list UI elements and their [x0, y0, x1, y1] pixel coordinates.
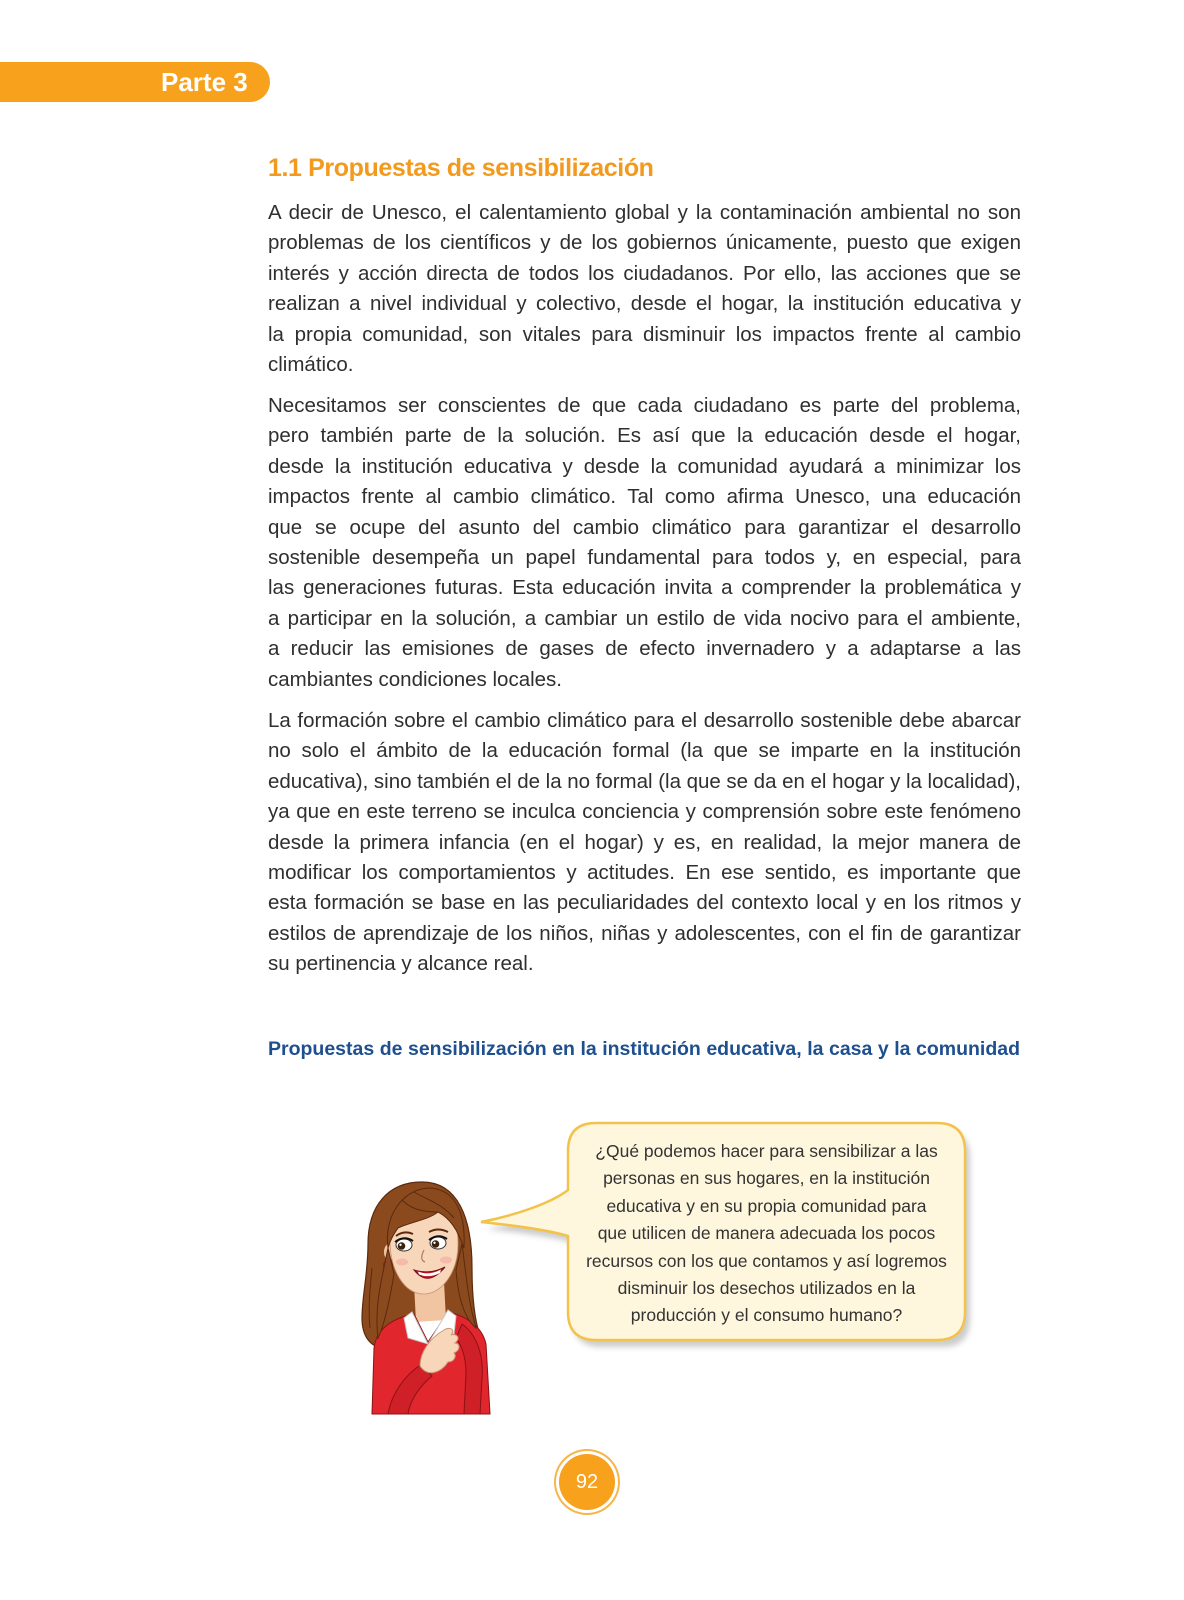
section-tab	[0, 62, 270, 102]
paragraph-line: esta formación se base en las peculiaridades del contexto local y en los ritmos y	[268, 891, 1021, 915]
paragraph-line: a participar en la solución, a cambiar un estilo de vida nocivo para el ambiente,	[268, 606, 1021, 630]
paragraph-line: a reducir las emisiones de gases de efecto invernadero y a adaptarse a las	[268, 637, 1021, 661]
paragraph-line: Necesitamos ser conscientes de que cada ciudadano es parte del problema,	[268, 394, 1021, 417]
paragraph-line: interés y acción directa de todos los ciudadanos. Por ello, las acciones que se	[268, 261, 1021, 285]
speech-bubble-line: disminuir los desechos utilizados en la	[617, 1278, 916, 1299]
speech-bubble-text	[568, 1138, 965, 1330]
paragraph-line: la propia comunidad, son vitales para disminuir los impactos frente al cambio	[268, 322, 1021, 346]
paragraph-line: climático.	[268, 353, 354, 377]
paragraph-line: cambiantes condiciones locales.	[268, 667, 562, 691]
paragraph-1	[268, 198, 1022, 380]
paragraph-line: estilos de aprendizaje de los niños, niñas y adolescentes, con el fin de garantizar	[268, 921, 1021, 945]
subsection-heading: Propuestas de sensibilización en la institución educativa, la casa y la comunidad	[268, 1038, 1020, 1060]
speech-bubble-line: recursos con los que contamos y así logremos	[586, 1250, 947, 1271]
paragraph-line: desde la institución educativa y desde la comunidad ayudará a minimizar los	[268, 454, 1021, 478]
paragraph-line: educativa), sino también el de la no formal (la que se da en el hogar y la localidad),	[268, 769, 1021, 793]
paragraph-line: pero también parte de la solución. Es así que la educación desde el hogar,	[268, 424, 1021, 448]
paragraph-2	[268, 391, 1022, 695]
speech-bubble-line: que utilicen de manera adecuada los pocos	[597, 1223, 936, 1244]
section-tab-label: Parte 3	[161, 67, 248, 97]
section-heading: 1.1 Propuestas de sensibilización	[268, 154, 654, 182]
paragraph-line: no solo el ámbito de la educación formal (la que se imparte en la institución	[268, 739, 1021, 763]
speech-bubble-line: educativa y en su propia comunidad para	[606, 1195, 927, 1216]
paragraph-line: realizan a nivel individual y colectivo, desde el hogar, la institución educativa y	[268, 292, 1021, 316]
paragraph-line: problemas de los científicos y de los gobiernos únicamente, puesto que exigen	[268, 231, 1021, 255]
paragraph-line: desde la primera infancia (en el hogar) y es, en realidad, la mejor manera de	[268, 830, 1021, 854]
page-number: 92	[559, 1454, 615, 1510]
paragraph-3	[268, 706, 1022, 980]
paragraph-line: La formación sobre el cambio climático para el desarrollo sostenible debe abarcar	[268, 709, 1021, 732]
paragraph-line: las generaciones futuras. Esta educación invita a comprender la problemática y	[268, 576, 1021, 600]
woman-character-illustration	[358, 1178, 498, 1418]
paragraph-line: sostenible desempeña un papel fundamental para todos y, en especial, para	[268, 546, 1021, 570]
paragraph-line: que se ocupe del asunto del cambio climático para garantizar el desarrollo	[268, 515, 1021, 539]
paragraph-line: impactos frente al cambio climático. Tal como afirma Unesco, una educación	[268, 485, 1021, 509]
speech-bubble-line: personas en sus hogares, en la institución	[603, 1168, 930, 1189]
speech-bubble-line: producción y el consumo humano?	[630, 1305, 903, 1326]
paragraph-line: A decir de Unesco, el calentamiento global y la contaminación ambiental no son	[268, 201, 1021, 224]
speech-bubble-line: ¿Qué podemos hacer para sensibilizar a las	[595, 1141, 938, 1161]
paragraph-line: modificar los comportamientos y actitudes. En ese sentido, es importante que	[268, 861, 1021, 885]
paragraph-line: su pertinencia y alcance real.	[268, 952, 534, 976]
paragraph-line: ya que en este terreno se inculca conciencia y comprensión sobre este fenómeno	[268, 800, 1021, 824]
